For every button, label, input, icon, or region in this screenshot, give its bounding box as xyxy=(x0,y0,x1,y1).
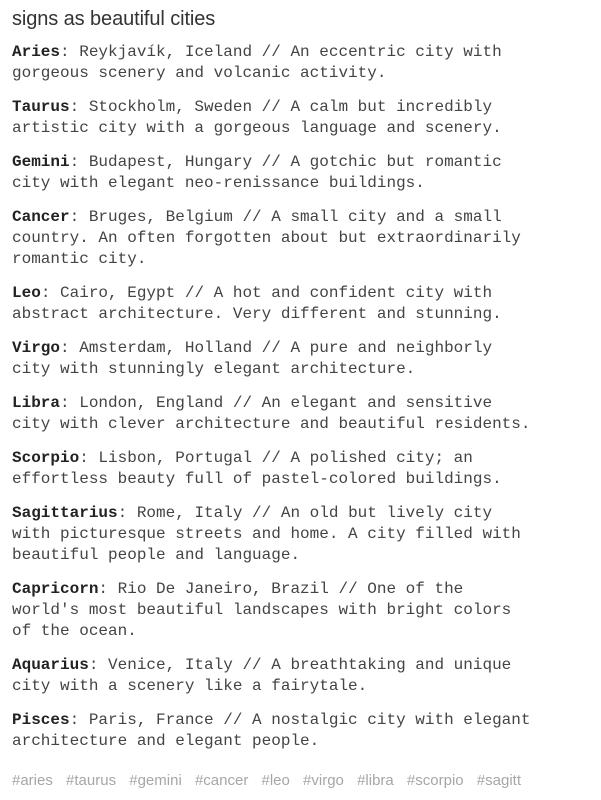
sign-list xyxy=(12,42,592,752)
sign-name: Leo xyxy=(12,284,41,302)
sign-entry-virgo: Virgo: Amsterdam, Holland // A pure and neighborly city with stunningly elegant architecture. xyxy=(12,339,493,378)
tag-gemini[interactable]: #gemini xyxy=(129,772,182,789)
sign-description: Reykjavík, Iceland // An eccentric city with gorgeous scenery and volcanic activity. xyxy=(12,43,502,82)
sign-name: Aries xyxy=(12,43,61,61)
sign-entry-scorpio: Scorpio: Lisbon, Portugal // A polished city; an effortless beauty full of pastel-colored buildings. xyxy=(12,449,502,488)
sign-name: Cancer xyxy=(12,208,70,226)
sign-description: Budapest, Hungary // A gotchic but romantic city with elegant neo-renissance buildings. xyxy=(12,153,502,192)
sign-entry-sagittarius: Sagittarius: Rome, Italy // An old but lively city with picturesque streets and home. A city filled with beautiful people and language. xyxy=(12,504,521,564)
sign-name: Sagittarius xyxy=(12,504,118,522)
sign-name: Virgo xyxy=(12,339,61,357)
sign-name: Gemini xyxy=(12,153,70,171)
sign-entry-leo: Leo: Cairo, Egypt // A hot and confident city with abstract architecture. Very different and stunning. xyxy=(12,284,502,323)
sign-entry-taurus: Taurus: Stockholm, Sweden // A calm but incredibly artistic city with a gorgeous language and scenery. xyxy=(12,98,502,137)
sign-description: Paris, France // A nostalgic city with elegant architecture and elegant people. xyxy=(12,711,531,750)
tag-scorpio[interactable]: #scorpio xyxy=(406,772,464,789)
tag-leo[interactable]: #leo xyxy=(261,772,290,789)
sign-entry-aries: Aries: Reykjavík, Iceland // An eccentric city with gorgeous scenery and volcanic activity. xyxy=(12,43,502,82)
sign-entry-libra: Libra: London, England // An elegant and sensitive city with clever architecture and beautiful residents. xyxy=(12,394,531,433)
sign-description: Venice, Italy // A breathtaking and unique city with a scenery like a fairytale. xyxy=(12,656,512,695)
tag-sagittarius[interactable]: #sagitt xyxy=(476,772,521,789)
tag-cancer[interactable]: #cancer xyxy=(194,772,249,789)
sign-description: Cairo, Egypt // A hot and confident city with abstract architecture. Very different and stunning. xyxy=(12,284,502,323)
post-title: signs as beautiful cities xyxy=(12,8,216,30)
tag-aries[interactable]: #aries xyxy=(12,772,53,789)
sign-entry-pisces: Pisces: Paris, France // A nostalgic city with elegant architecture and elegant people. xyxy=(12,711,531,750)
sign-description: Stockholm, Sweden // A calm but incredibly artistic city with a gorgeous language and scenery. xyxy=(12,98,502,137)
tag-taurus[interactable]: #taurus xyxy=(66,772,117,789)
sign-description: Rome, Italy // An old but lively city with picturesque streets and home. A city filled with beautiful people and language. xyxy=(12,504,521,564)
sign-name: Taurus xyxy=(12,98,70,116)
tag-list xyxy=(12,772,584,789)
sign-name: Libra xyxy=(12,394,61,412)
sign-name: Scorpio xyxy=(12,449,80,467)
sign-name: Capricorn xyxy=(12,580,99,598)
tags-fade-overlay xyxy=(554,772,584,789)
sign-description: Rio De Janeiro, Brazil // One of the world's most beautiful landscapes with bright colors of the ocean. xyxy=(12,580,512,640)
post xyxy=(12,8,592,765)
sign-description: Lisbon, Portugal // A polished city; an effortless beauty full of pastel-colored buildings. xyxy=(12,449,502,488)
sign-name: Aquarius xyxy=(12,656,89,674)
sign-description: London, England // An elegant and sensitive city with clever architecture and beautiful residents. xyxy=(12,394,531,433)
sign-entry-cancer: Cancer: Bruges, Belgium // A small city and a small country. An often forgotten about but extraordinarily romantic city. xyxy=(12,208,521,268)
sign-entry-gemini: Gemini: Budapest, Hungary // A gotchic but romantic city with elegant neo-renissance buildings. xyxy=(12,153,502,192)
sign-entry-aquarius: Aquarius: Venice, Italy // A breathtaking and unique city with a scenery like a fairytale. xyxy=(12,656,512,695)
tag-libra[interactable]: #libra xyxy=(357,772,394,789)
sign-description: Amsterdam, Holland // A pure and neighborly city with stunningly elegant architecture. xyxy=(12,339,493,378)
sign-description: Bruges, Belgium // A small city and a small country. An often forgotten about but extraordinarily romantic city. xyxy=(12,208,521,268)
sign-name: Pisces xyxy=(12,711,70,729)
tag-virgo[interactable]: #virgo xyxy=(303,772,344,789)
sign-entry-capricorn: Capricorn: Rio De Janeiro, Brazil // One of the world's most beautiful landscapes with bright colors of the ocean. xyxy=(12,580,512,640)
